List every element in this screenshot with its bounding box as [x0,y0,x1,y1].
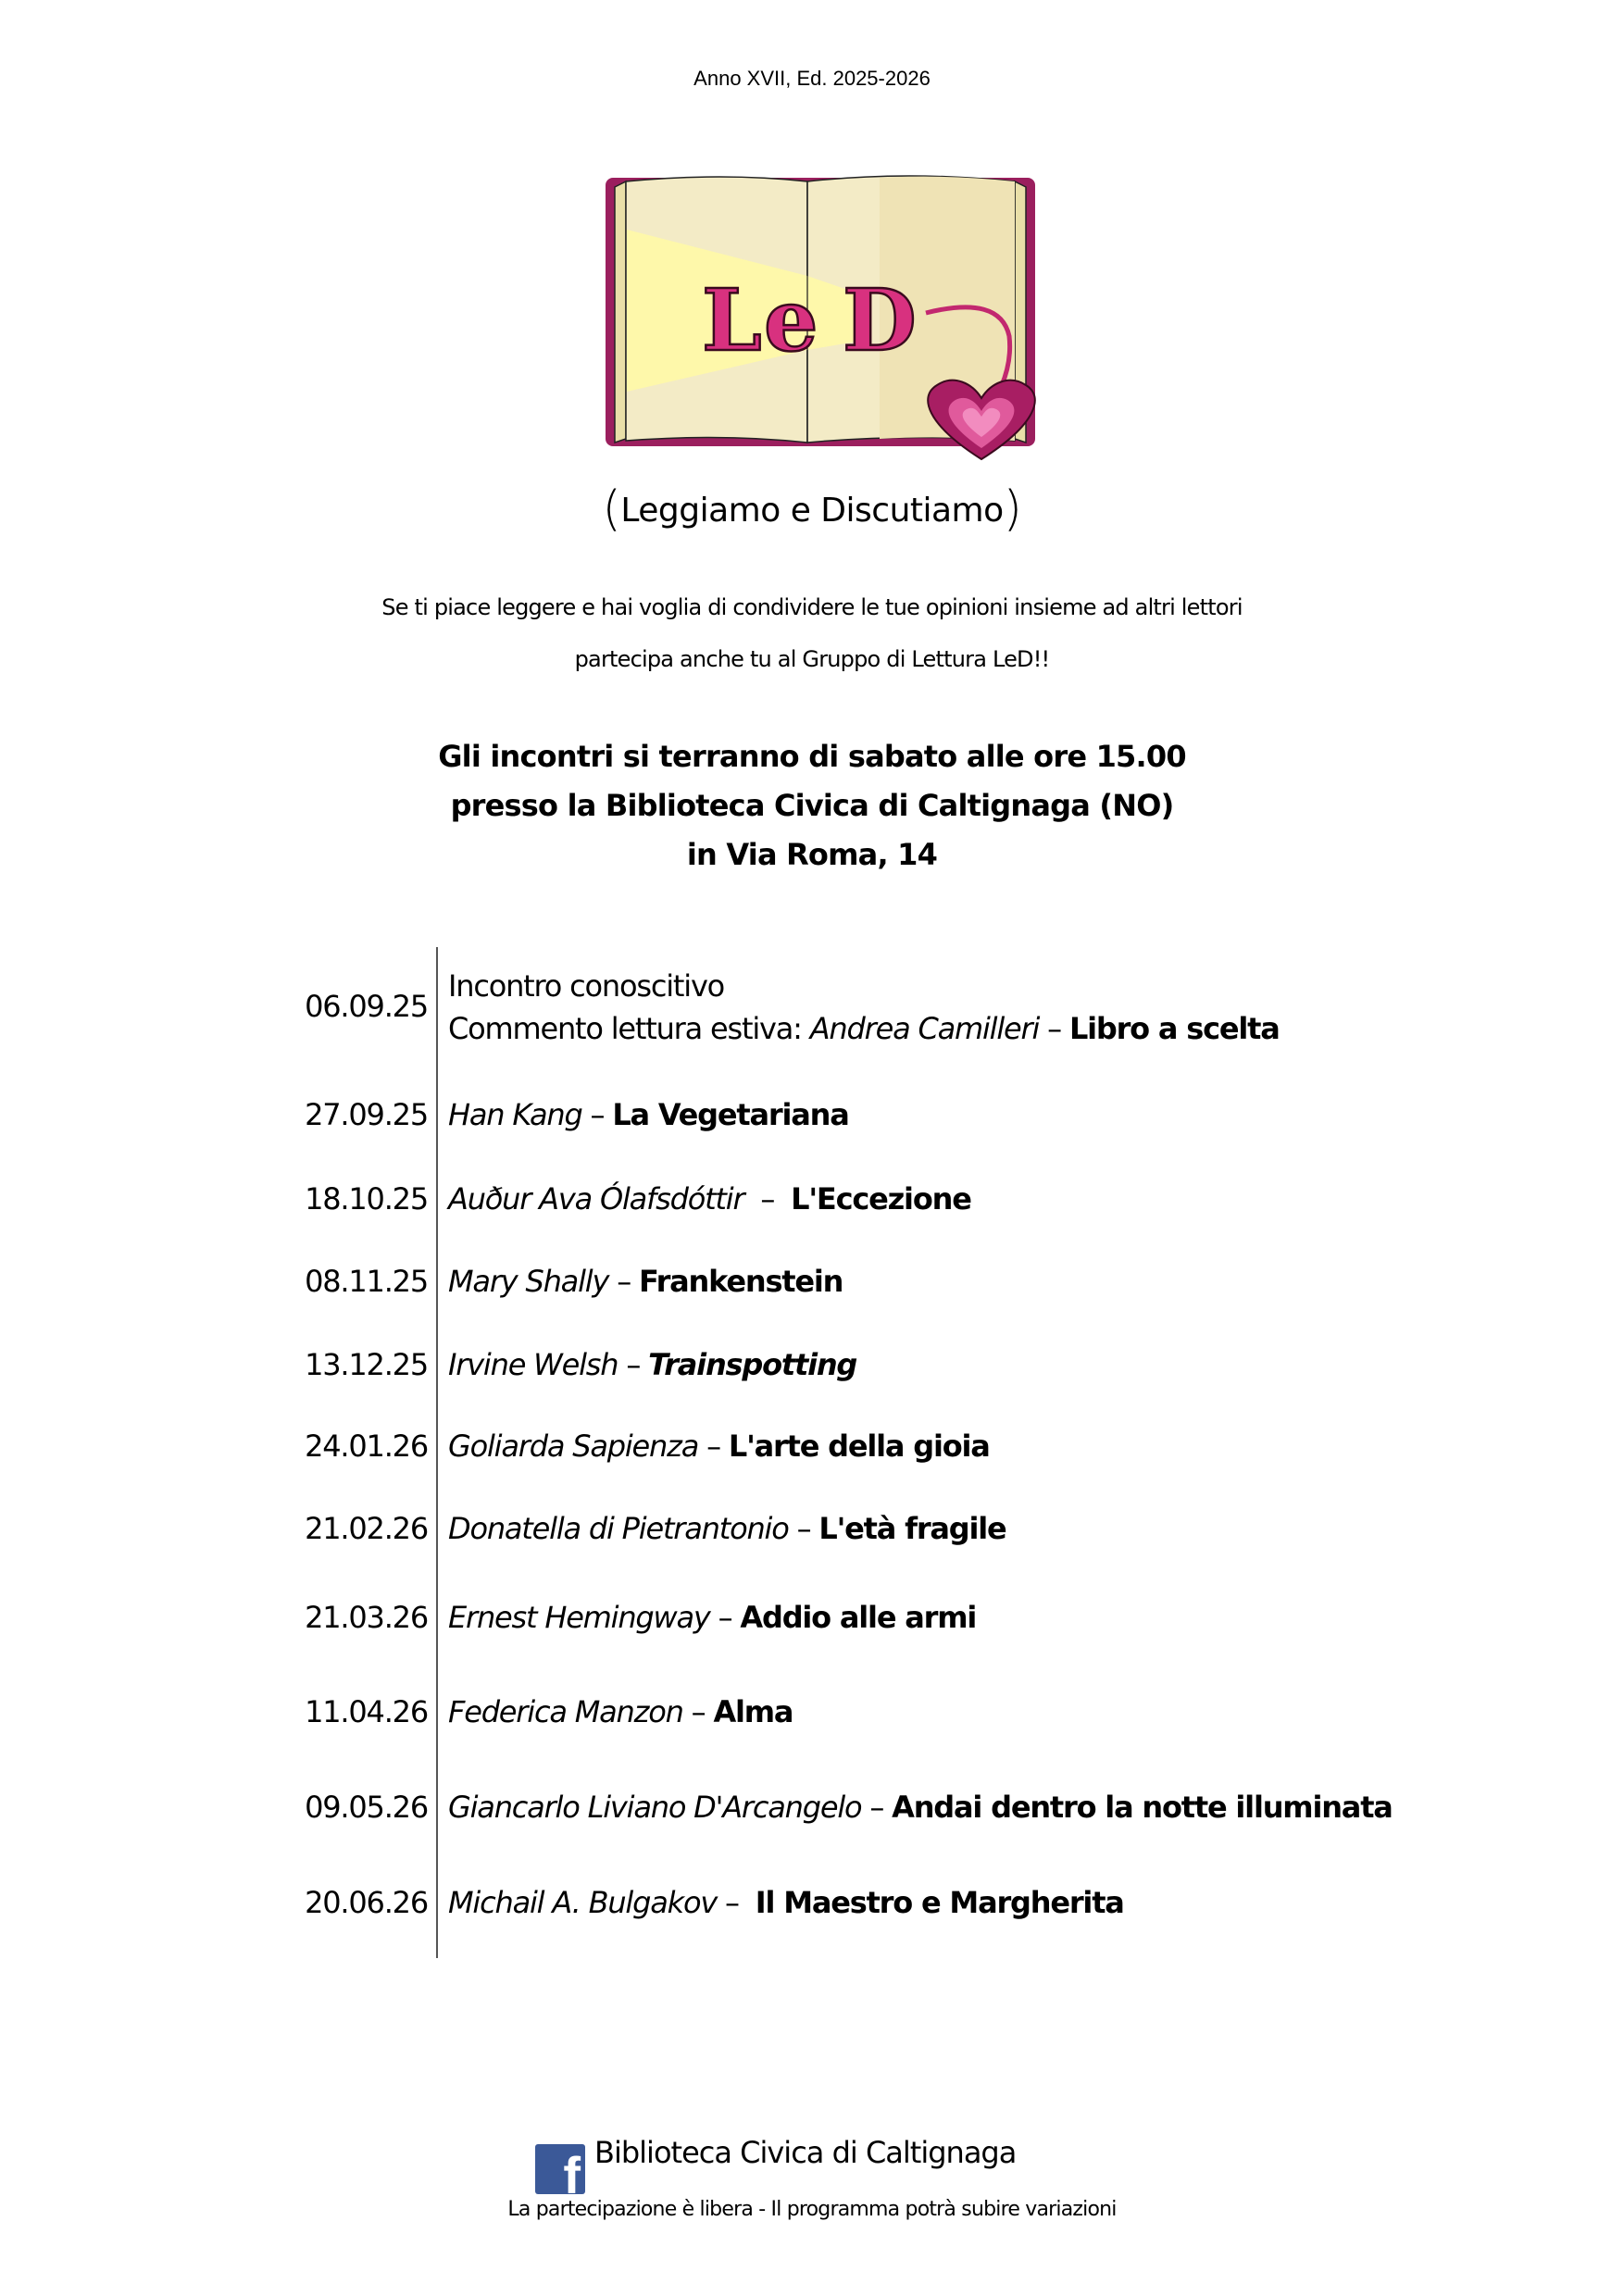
schedule-date: 18.10.25 [305,1181,428,1217]
facebook-page-name[interactable]: Biblioteca Civica di Caltignaga [594,2135,1017,2170]
schedule-entry: Commento lettura estiva: Andrea Camilleri – Libro a scelta [448,1011,1280,1046]
schedule-date: 20.06.26 [305,1885,428,1920]
book-title: L'Eccezione [791,1181,971,1217]
book-title: Frankenstein [638,1264,843,1299]
book-title: Libro a scelta [1068,1011,1280,1046]
meeting-time: Gli incontri si terranno di sabato alle ore 15.00 [438,739,1186,774]
book-author: Giancarlo Liviano D'Arcangelo [448,1790,862,1825]
schedule-entry: Michail A. Bulgakov – Il Maestro e Margherita [448,1885,1124,1920]
schedule-entry: Mary Shally – Frankenstein [448,1264,843,1299]
schedule-entry: Irvine Welsh – Trainspotting [448,1347,857,1382]
schedule-entry: Goliarda Sapienza – L'arte della gioia [448,1429,990,1464]
led-logo [593,165,1046,475]
schedule-row [0,968,1624,1046]
book-author: Andrea Camilleri [809,1011,1040,1046]
book-title: La Vegetariana [612,1097,849,1132]
subtitle-open-paren: ( [602,481,621,537]
schedule-row [0,1097,1624,1143]
schedule-row [0,1347,1624,1393]
subtitle-text: Leggiamo e Discutiamo [620,492,1004,530]
schedule-entry: Donatella di Pietrantonio – L'età fragile [448,1511,1006,1546]
svg-text:e: e [764,270,818,370]
schedule-date: 24.01.26 [305,1429,428,1464]
intro-line-1: Se ti piace leggere e hai voglia di condividere le tue opinioni insieme ad altri lettori [381,594,1243,620]
schedule-date: 09.05.26 [305,1790,428,1825]
schedule-entry: Auður Ava Ólafsdóttir – L'Eccezione [448,1181,971,1217]
schedule-date: 08.11.25 [305,1264,428,1299]
svg-text:L: L [702,270,762,370]
schedule-date: 21.02.26 [305,1511,428,1546]
book-author: Irvine Welsh [448,1347,618,1382]
schedule-row [0,1600,1624,1646]
schedule-date: 06.09.25 [305,989,428,1024]
logo-subtitle [0,481,1624,537]
open-book-heart-logo-icon [593,165,1046,475]
book-author: Ernest Hemingway [448,1600,710,1635]
subtitle-close-paren: ) [1003,481,1022,537]
svg-text:D: D [843,270,917,370]
meeting-place: presso la Biblioteca Civica di Caltignaga (NO) [450,788,1174,823]
book-author: Han Kang [448,1097,582,1132]
book-author: Federica Manzon [448,1694,683,1729]
book-title: Alma [713,1694,793,1729]
schedule-entry: Giancarlo Liviano D'Arcangelo – Andai dentro la notte illuminata [448,1790,1393,1825]
book-title: Addio alle armi [740,1600,977,1635]
meeting-address: in Via Roma, 14 [686,837,938,872]
book-author: Goliarda Sapienza [448,1429,699,1464]
book-author: Donatella di Pietrantonio [448,1511,789,1546]
schedule-row [0,1790,1624,1836]
facebook-icon[interactable]: f [535,2144,585,2194]
schedule-date: 11.04.26 [305,1694,428,1729]
schedule-entry: Han Kang – La Vegetariana [448,1097,849,1132]
book-author: Auður Ava Ólafsdóttir [448,1181,744,1217]
schedule-entry: Ernest Hemingway – Addio alle armi [448,1600,977,1635]
book-title: Andai dentro la notte illuminata [892,1790,1393,1825]
edition-header: Anno XVII, Ed. 2025-2026 [693,67,931,90]
intro-line-2: partecipa anche tu al Gruppo di Lettura LeD!! [574,646,1050,672]
book-author: Mary Shally [448,1264,609,1299]
book-title: Trainspotting [648,1347,857,1382]
schedule-row [0,1885,1624,1931]
book-title: L'età fragile [818,1511,1006,1546]
schedule-date: 13.12.25 [305,1347,428,1382]
schedule-date: 21.03.26 [305,1600,428,1635]
footer-note: La partecipazione è libera - Il programma potrà subire variazioni [507,2198,1117,2221]
schedule-row [0,1264,1624,1310]
book-title: Il Maestro e Margherita [755,1885,1124,1920]
schedule-date: 27.09.25 [305,1097,428,1132]
schedule-row [0,1181,1624,1228]
schedule-row [0,1429,1624,1475]
schedule-entry: Federica Manzon – Alma [448,1694,793,1729]
schedule-row [0,1694,1624,1741]
book-author: Michail A. Bulgakov [448,1885,718,1920]
schedule-row [0,1511,1624,1557]
schedule-intro: Incontro conoscitivo [448,968,725,1004]
book-title: L'arte della gioia [728,1429,990,1464]
